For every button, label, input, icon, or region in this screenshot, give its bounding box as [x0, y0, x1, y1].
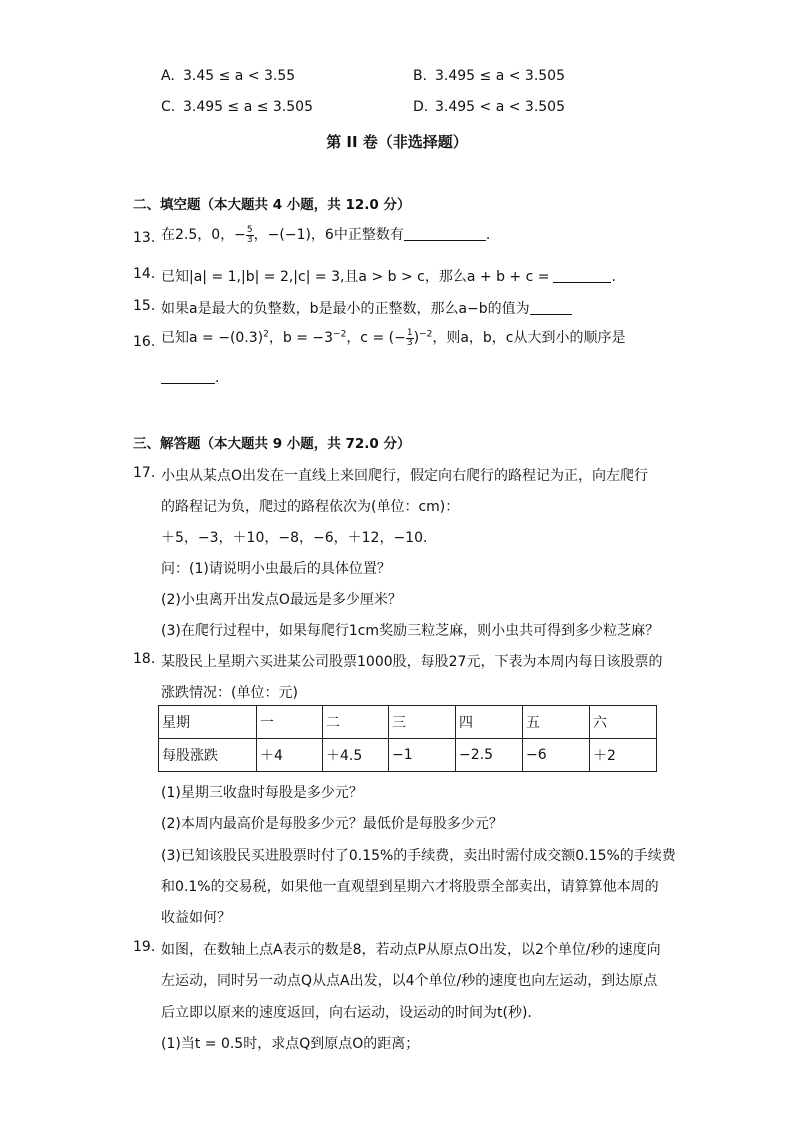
- table-cell: −6: [523, 739, 590, 772]
- table-cell: ＋4: [257, 739, 323, 772]
- option-c: C. 3.495 ≤ a ≤ 3.505: [161, 99, 313, 115]
- q15-answer-blank[interactable]: [530, 300, 572, 315]
- q17-line-4: 问：(1)请说明小虫最后的具体位置？: [161, 561, 391, 577]
- option-d: D. 3.495 < a < 3.505: [413, 99, 565, 115]
- table-cell: 一: [257, 706, 323, 739]
- q15-text: 如果a是最大的负整数，b是最小的正整数，那么a−b的值为: [161, 298, 572, 318]
- q16-number: 16.: [133, 334, 156, 350]
- table-cell: 五: [523, 706, 590, 739]
- q13-answer-blank[interactable]: [404, 226, 486, 241]
- q16-answer-line: .: [161, 369, 219, 386]
- q19-sub-1: (1)当t = 0.5时，求点Q到原点O的距离；: [161, 1036, 420, 1052]
- table-cell: 六: [590, 706, 657, 739]
- q15-number: 15.: [133, 298, 156, 314]
- table-cell: 星期: [159, 706, 257, 739]
- option-a: A. 3.45 ≤ a < 3.55: [161, 68, 296, 84]
- q19-line-2: 左运动，同时另一动点Q从点A出发，以4个单位/秒的速度也向左运动，到达原点: [161, 973, 658, 989]
- table-cell: −1: [389, 739, 456, 772]
- table-cell: −2.5: [456, 739, 523, 772]
- q13-fraction: $\frac{5}{3}$: [246, 224, 253, 245]
- q17-number: 17.: [133, 465, 156, 481]
- table-cell: 每股涨跌: [159, 739, 257, 772]
- q17-line-3: ＋5，−3，＋10，−8，−6，＋12，−10.: [161, 530, 428, 546]
- q14-number: 14.: [133, 266, 156, 282]
- option-b: B. 3.495 ≤ a < 3.505: [413, 68, 565, 84]
- table-cell: 二: [323, 706, 389, 739]
- q18-sub-1: (1)星期三收盘时每股是多少元？: [161, 785, 363, 801]
- q13-number: 13.: [133, 230, 156, 246]
- table-header-row: [159, 706, 657, 739]
- answer-heading: 三、解答题（本大题共 9 小题，共 72.0 分）: [133, 436, 411, 452]
- q18-line-2: 涨跌情况：(单位：元): [161, 685, 298, 701]
- q19-line-3: 后立即以原来的速度返回，向右运动，设运动的时间为t(秒)．: [161, 1005, 542, 1021]
- q18-number: 18.: [133, 651, 156, 667]
- q18-sub-3-cont: 和0.1%的交易税，如果他一直观望到星期六才将股票全部卖出，请算算他本周的: [161, 879, 659, 895]
- q18-sub-3: (3)已知该股民买进股票时付了0.15%的手续费，卖出时需付成交额0.15%的手续费: [161, 848, 676, 864]
- table-cell: 四: [456, 706, 523, 739]
- q16-fraction: $\frac{1}{3}$: [406, 327, 413, 348]
- stock-change-table: [158, 705, 657, 772]
- q19-line-1: 如图，在数轴上点A表示的数是8，若动点P从原点O出发，以2个单位/秒的速度向: [161, 942, 661, 958]
- q18-sub-2: (2)本周内最高价是每股多少元？最低价是每股多少元？: [161, 816, 503, 832]
- table-row: [159, 739, 657, 772]
- q18-line-1: 某股民上星期六买进某公司股票1000股，每股27元，下表为本周内每日该股票的: [161, 654, 663, 670]
- table-cell: ＋4.5: [323, 739, 389, 772]
- q17-line-1: 小虫从某点O出发在一直线上来回爬行，假定向右爬行的路程记为正，向左爬行: [161, 468, 649, 484]
- q18-sub-3-end: 收益如何？: [161, 910, 231, 926]
- q17-line-2: 的路程记为负，爬过的路程依次为(单位：cm)：: [161, 499, 460, 515]
- fill-blank-heading: 二、填空题（本大题共 4 小题，共 12.0 分）: [133, 197, 411, 213]
- part2-title: 第 II 卷（非选择题）: [326, 133, 468, 151]
- q16-text: 已知$a = -(0.3)^2$，$b = -3^{-2}$，c = (− $\frac{1}{3}$ )$^{-2}$，则a，b，c从大到小的顺序是: [161, 327, 626, 348]
- q14-answer-blank[interactable]: [553, 268, 611, 283]
- q19-number: 19.: [133, 939, 156, 955]
- q13-text: 在2.5，0，− $\frac{5}{3}$ ，−(−1)，6中正整数有 .: [161, 224, 491, 245]
- q17-line-5: (2)小虫离开出发点O最远是多少厘米？: [161, 592, 402, 608]
- q14-text: 已知|a| = 1,|b| = 2,|c| = 3,且a > b > c，那么a + b + c = .: [161, 269, 616, 285]
- table-cell: ＋2: [590, 739, 657, 772]
- q16-answer-blank[interactable]: [161, 369, 215, 384]
- table-cell: 三: [389, 706, 456, 739]
- q17-line-6: (3)在爬行过程中，如果每爬行1cm奖励三粒芝麻，则小虫共可得到多少粒芝麻？: [161, 623, 660, 639]
